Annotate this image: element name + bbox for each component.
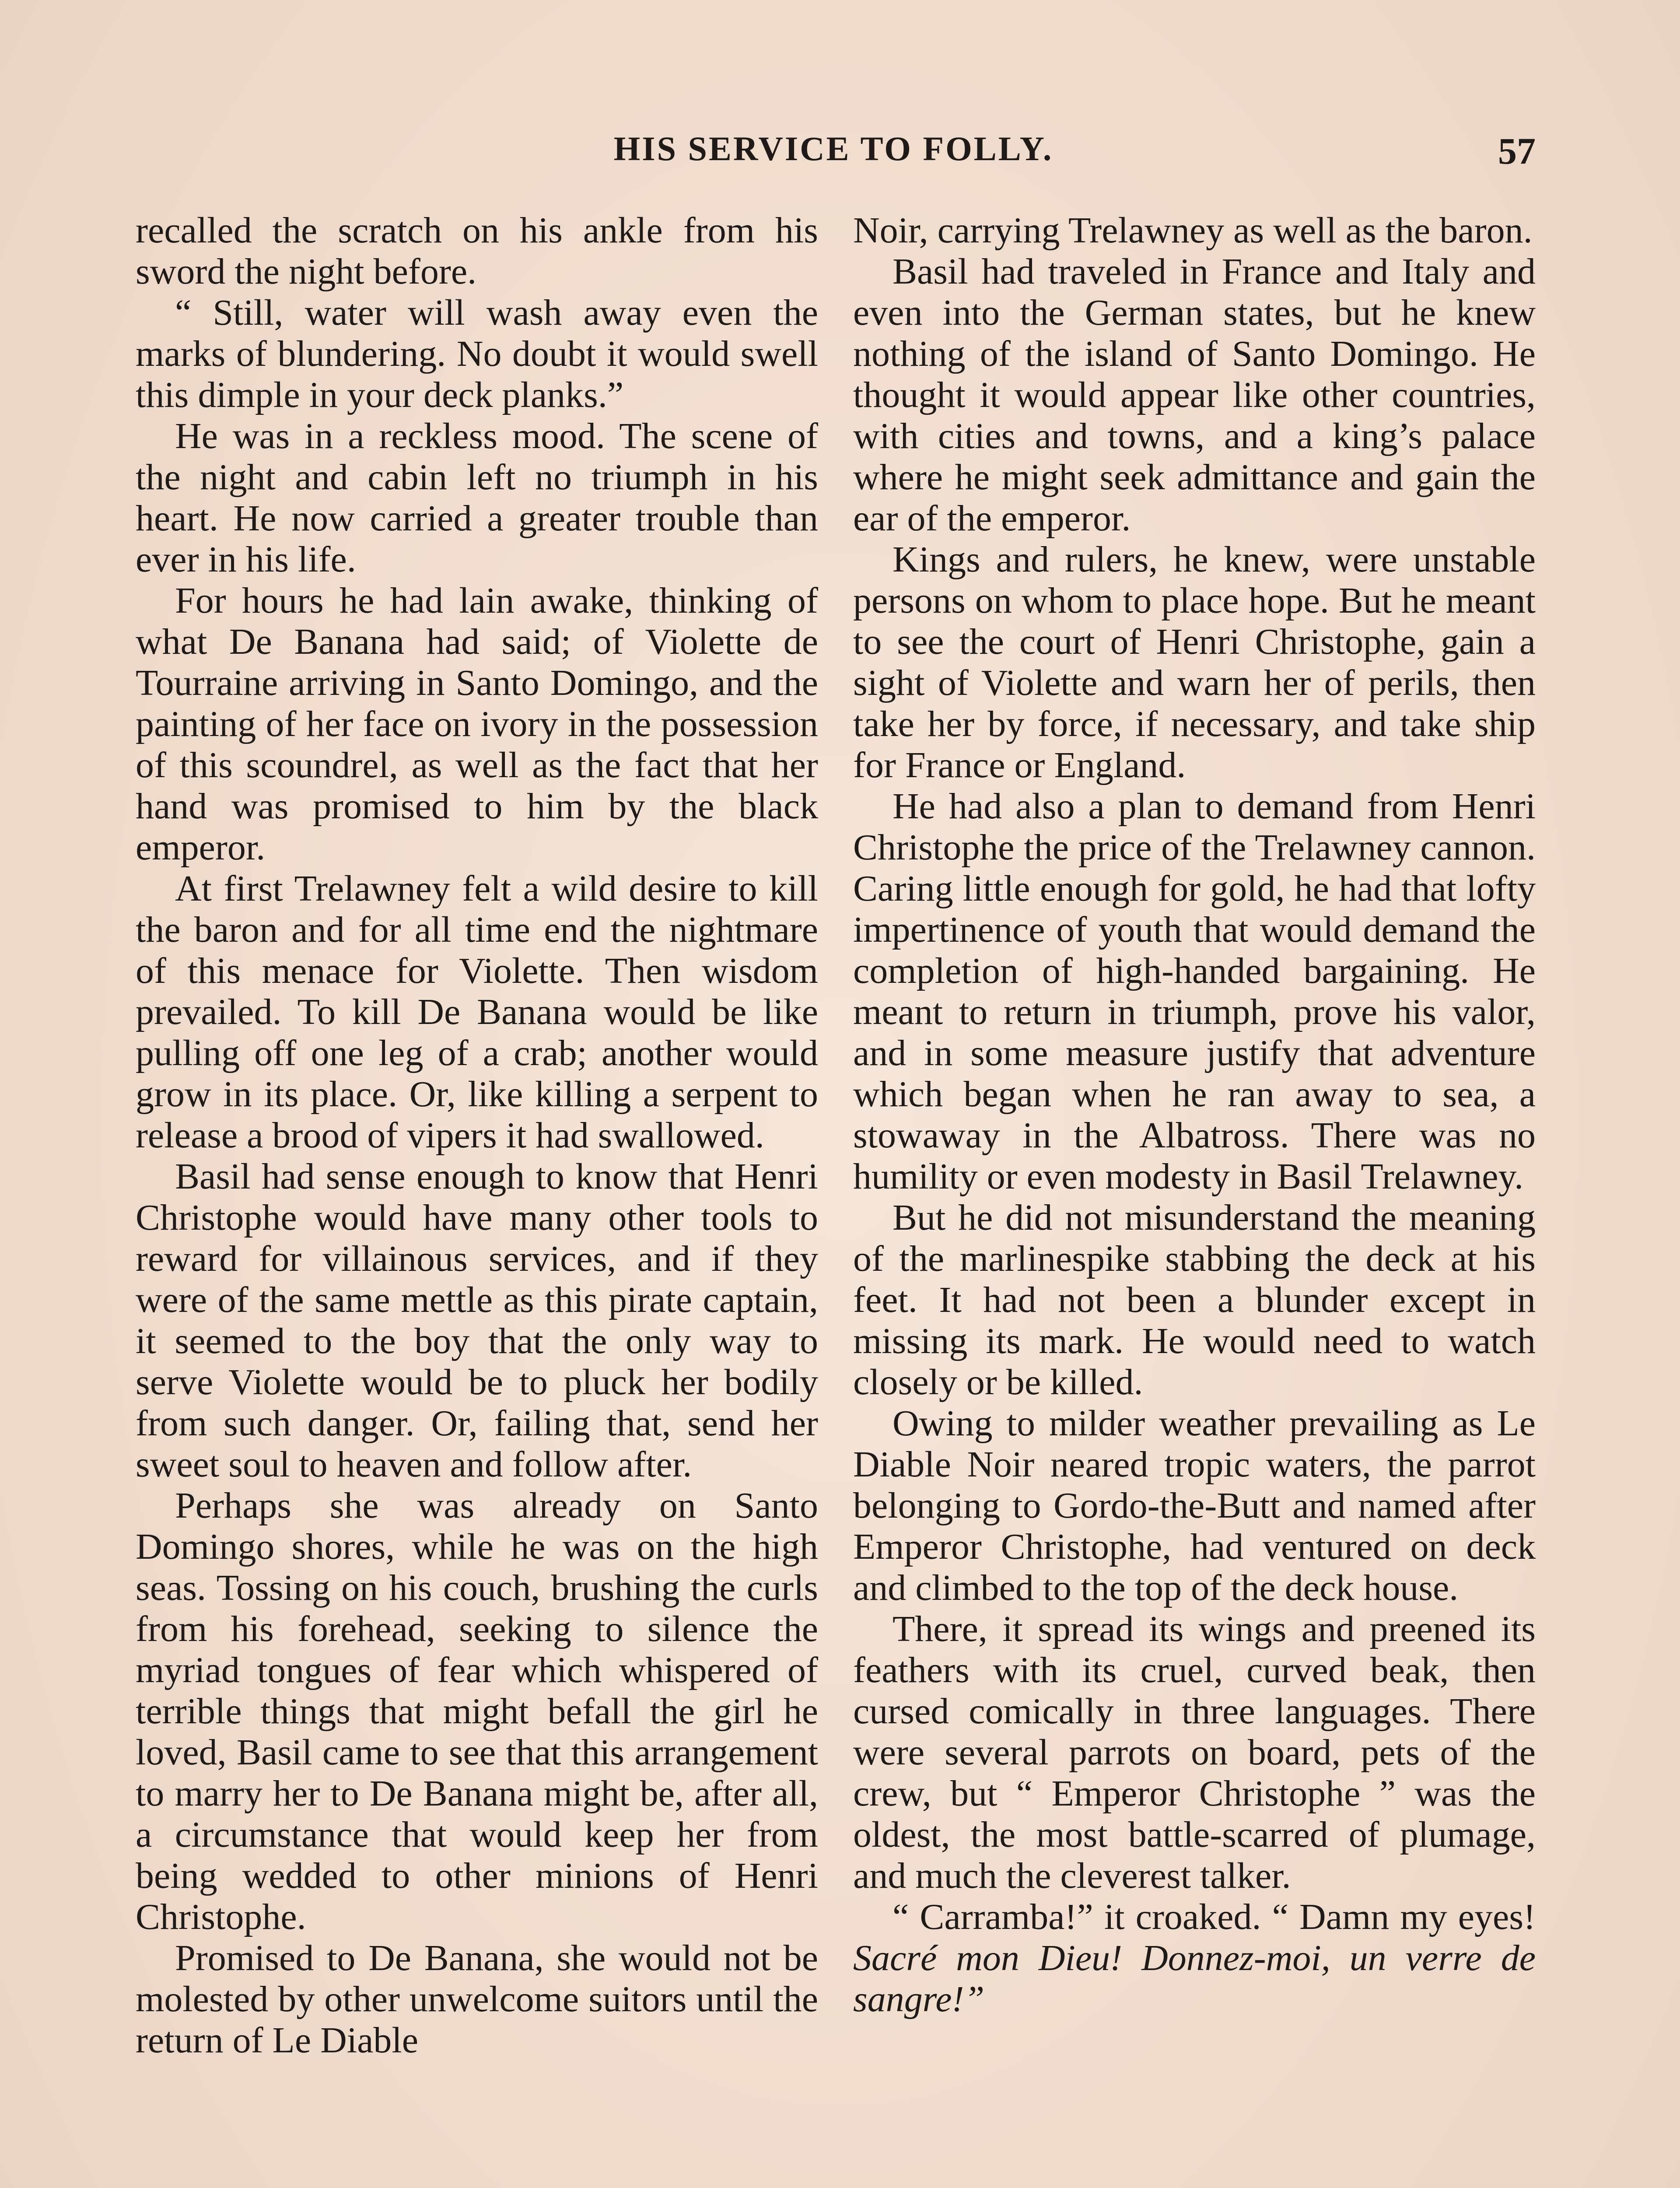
paragraph: He was in a reckless mood. The scene of the night and cabin left no triumph in his heart. He now carried a greater trouble than ever in his life. xyxy=(136,416,818,580)
page-header xyxy=(131,129,1536,182)
paragraph: Basil had sense enough to know that Henri Christophe would have many other tools to reward for villainous services, and if they were of the same mettle as this pirate captain, it seemed to the boy that the only way to serve Violette would be to pluck her bodily from such danger. Or, failing that, send her sweet soul to heaven and follow after. xyxy=(136,1156,818,1485)
paragraph: He had also a plan to demand from Henri Christophe the price of the Trelawney cannon. Caring little enough for gold, he had that lofty impertinence of youth that would demand the completion of high-handed bargaining. He meant to return in triumph, prove his valor, and in some measure justify that adventure which began when he ran away to sea, a stowaway in the Albatross. There was no humility or even modesty in Basil Trelawney. xyxy=(853,786,1536,1197)
page-number: 57 xyxy=(1498,130,1536,172)
paragraph: But he did not misunderstand the meaning of the marlinespike stabbing the deck at his feet. It had not been a blunder except in missing its mark. He would need to watch closely or be killed. xyxy=(853,1197,1536,1403)
paragraph: At first Trelawney felt a wild desire to kill the baron and for all time end the nightmare of this menace for Violette. Then wisdom prevailed. To kill De Banana would be like pulling off one leg of a crab; another would grow in its place. Or, like killing a serpent to release a brood of vipers it had swallowed. xyxy=(136,868,818,1156)
text-columns xyxy=(136,210,1536,2188)
paragraph: Promised to De Banana, she would not be molested by other unwelcome suitors until the return of Le Diable xyxy=(136,1938,818,2061)
paragraph: Owing to milder weather prevailing as Le Diable Noir neared tropic waters, the parrot belonging to Gordo-the-Butt and named after Emperor Christophe, had ventured on deck and climbed to the top of the deck house. xyxy=(853,1403,1536,1608)
closing-paragraph xyxy=(853,1897,1536,2020)
paragraph: recalled the scratch on his ankle from his sword the night before. xyxy=(136,210,818,292)
paragraph: Perhaps she was already on Santo Domingo shores, while he was on the high seas. Tossing on his couch, brushing the curls from his forehead, seeking to silence the myriad tongues of fear which whispered of terrible things that might befall the girl he loved, Basil came to see that this arrangement to marry her to De Banana might be, after all, a circumstance that would keep her from being wedded to other minions of Henri Christophe. xyxy=(136,1485,818,1937)
left-column xyxy=(136,210,818,2188)
paragraph: “ Still, water will wash away even the marks of blundering. No doubt it would swell this dimple in your deck planks.” xyxy=(136,292,818,415)
paragraph: For hours he had lain awake, thinking of what De Banana had said; of Violette de Tourraine arriving in Santo Domingo, and the painting of her face on ivory in the possession of this scoundrel, as well as the fact that her hand was promised to him by the black emperor. xyxy=(136,580,818,868)
running-head: HIS SERVICE TO FOLLY. xyxy=(613,130,1054,168)
closing-roman-text: “ Carramba!” it croaked. “ Damn my eyes! xyxy=(892,1897,1536,1937)
paragraph: Basil had traveled in France and Italy and even into the German states, but he knew nothing of the island of Santo Domingo. He thought it would appear like other countries, with cities and towns, and a king’s palace where he might seek admittance and gain the ear of the emperor. xyxy=(853,251,1536,539)
paragraph: There, it spread its wings and preened its feathers with its cruel, curved beak, then cursed comically in three languages. There were several parrots on board, pets of the crew, but “ Emperor Christophe ” was the oldest, the most battle-scarred of plumage, and much the cleverest talker. xyxy=(853,1609,1536,1896)
right-column xyxy=(853,210,1536,2188)
paragraph: Kings and rulers, he knew, were unstable persons on whom to place hope. But he meant to see the court of Henri Christophe, gain a sight of Violette and warn her of perils, then take her by force, if necessary, and take ship for France or England. xyxy=(853,539,1536,785)
closing-italic-text: Sacré mon Dieu! Donnez-moi, un verre de sangre!” xyxy=(853,1938,1536,2020)
paragraph: Noir, carrying Trelawney as well as the baron. xyxy=(853,210,1533,251)
